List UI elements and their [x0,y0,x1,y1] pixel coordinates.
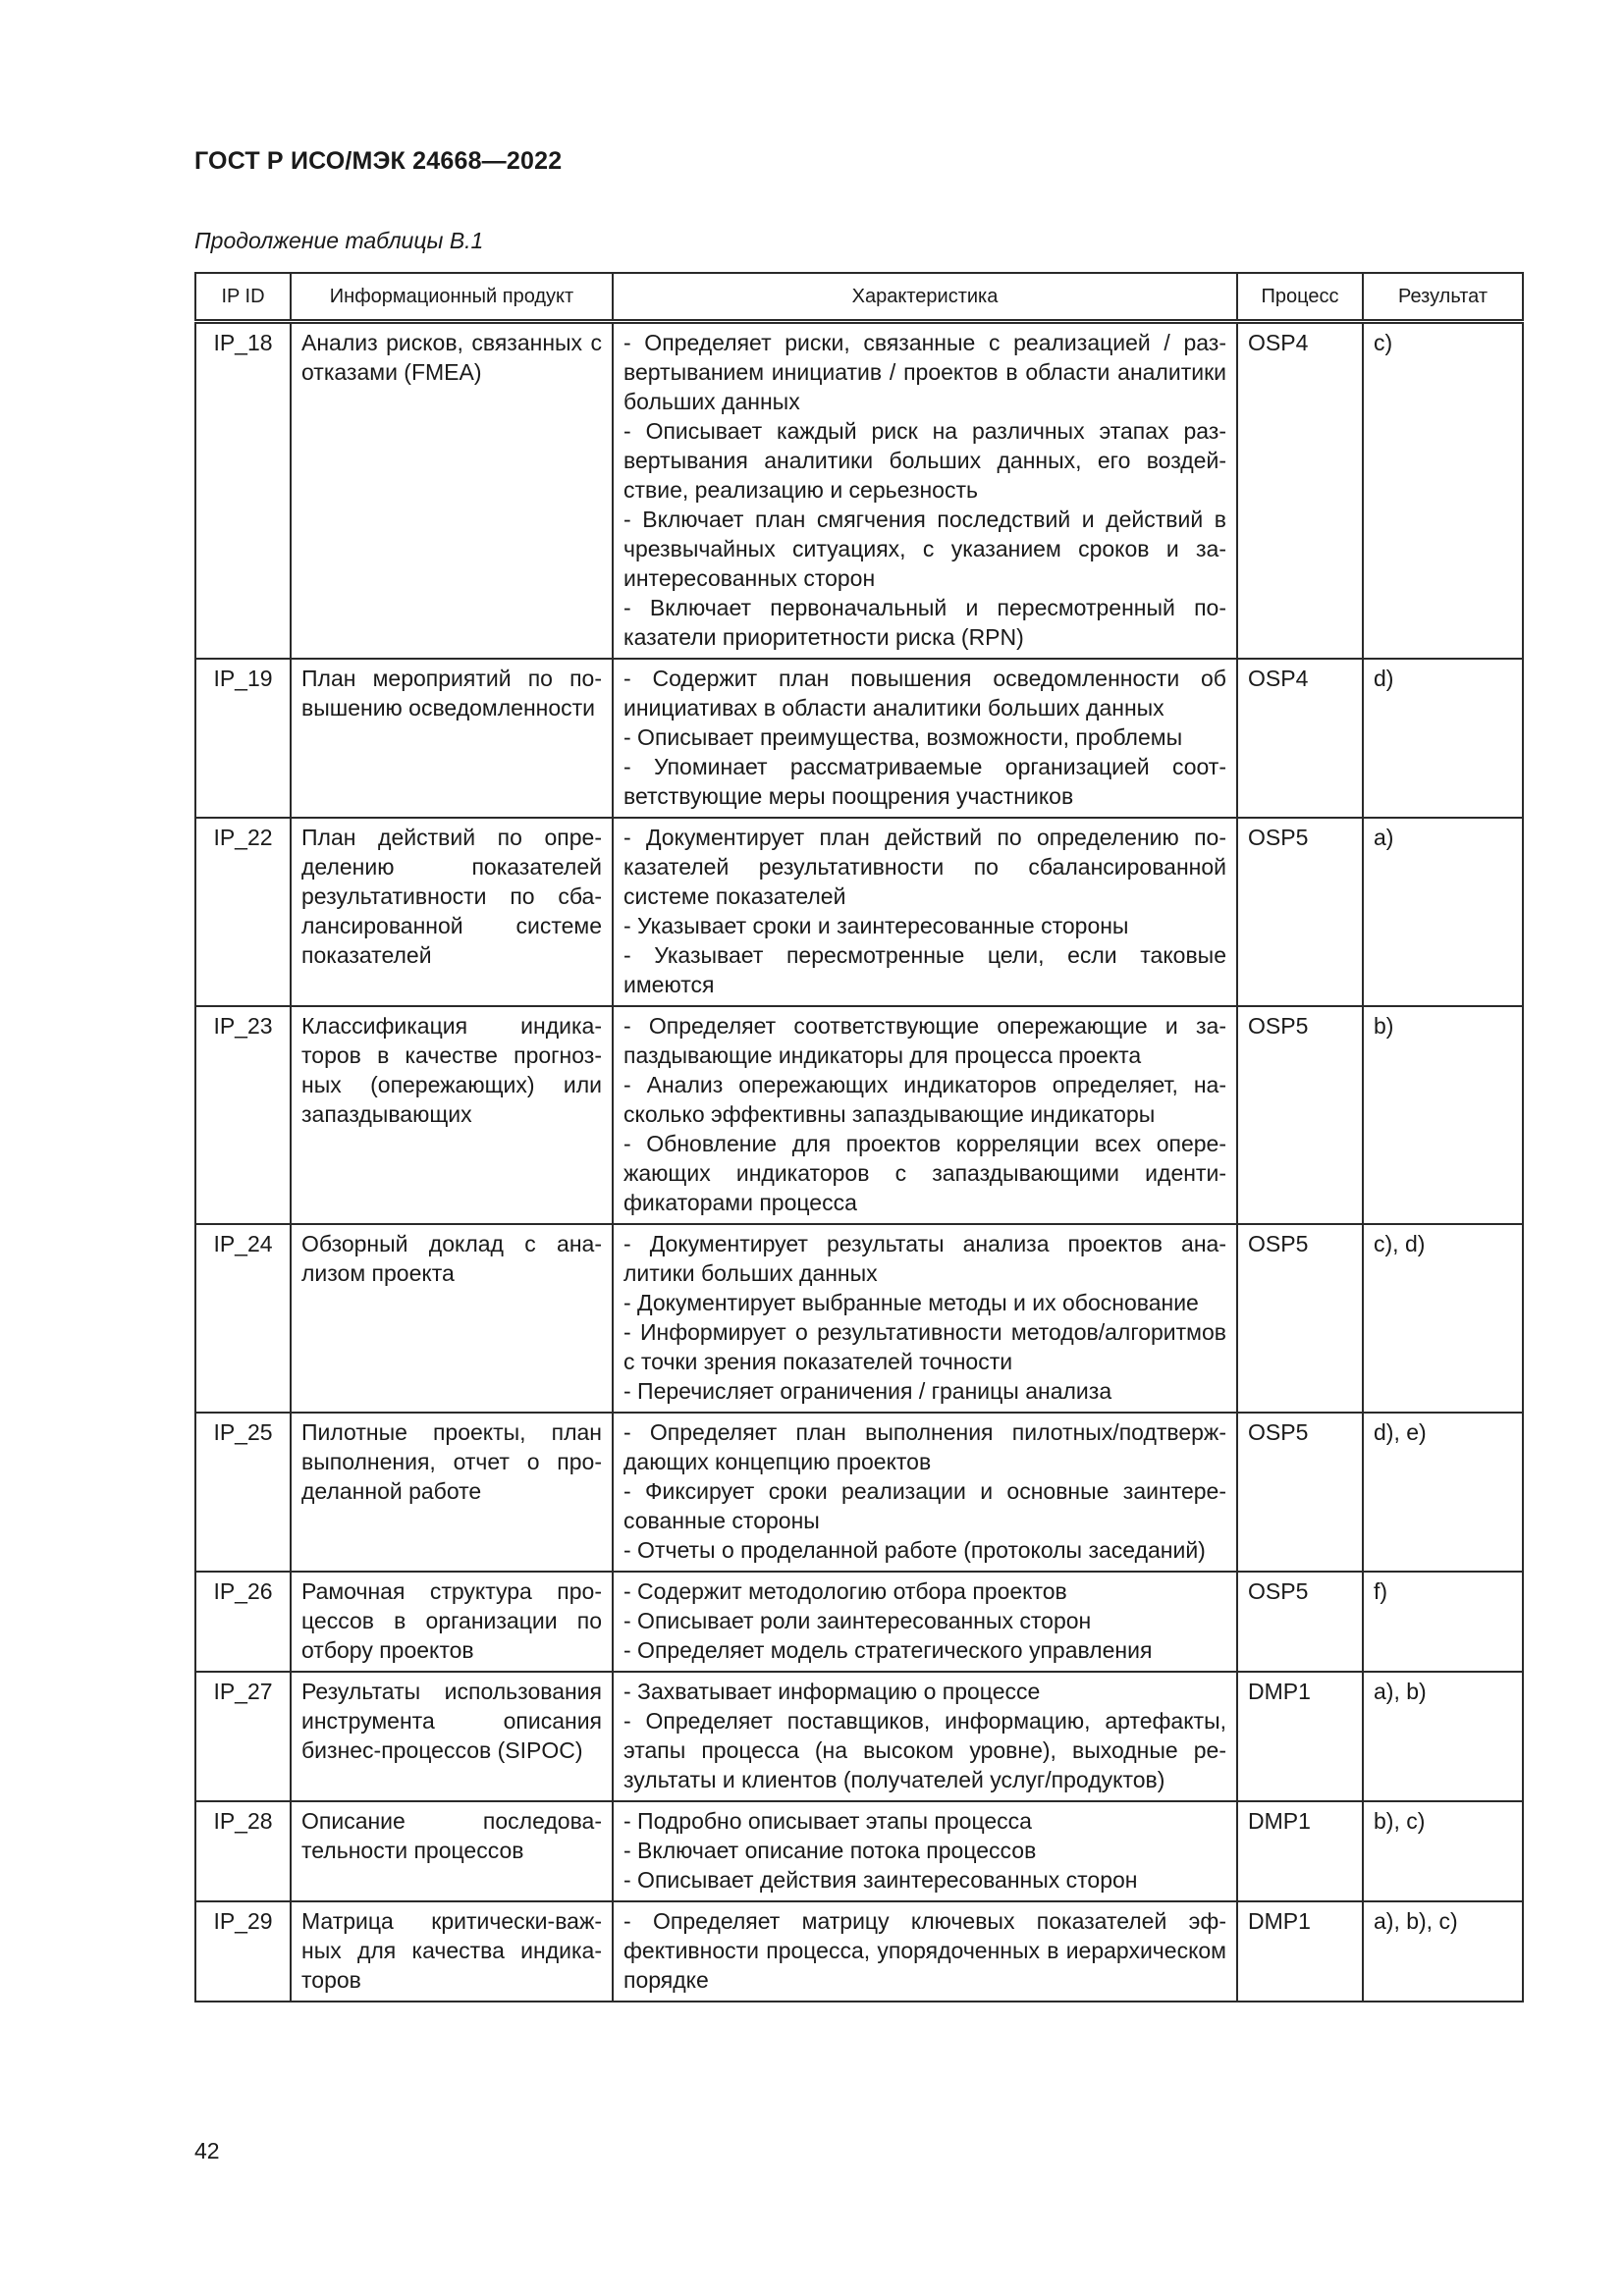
cell-characteristic [613,1672,1237,1801]
cell-result: d) [1363,659,1523,818]
cell-characteristic [613,659,1237,818]
characteristic-item: - Упоминает рассматриваемые организацией соответствующие меры поощрения участников [623,754,1226,809]
table-row [195,1901,1523,2002]
table-body [195,322,1523,2002]
characteristic-item: - Включает первоначальный и пересмотренный показатели приоритетности риска (RPN) [623,595,1226,650]
cell-characteristic [613,322,1237,660]
page-number: 42 [194,2138,220,2163]
table-row [195,659,1523,818]
cell-process: OSP5 [1237,1224,1363,1413]
table-row [195,1224,1523,1413]
characteristic-item: - Обновление для проектов корреляции всех опережающих индикаторов с запаздывающими идентификаторами процесса [623,1131,1226,1215]
table-row [195,322,1523,660]
characteristic-item: - Документирует план действий по определению показателей результативности по сбалансированной системе показателей [623,825,1226,909]
cell-result: f) [1363,1572,1523,1672]
cell-ip-id: IP_22 [195,818,291,1006]
cell-product: Матрица критически-важных для качества индикаторов [291,1901,613,2002]
cell-product: Рамочная структура процессов в организации по отбору проектов [291,1572,613,1672]
cell-process: OSP4 [1237,322,1363,660]
cell-ip-id: IP_29 [195,1901,291,2002]
characteristic-item: - Информирует о результативности методов/алгоритмов с точки зрения показателей точности [623,1319,1226,1374]
requirements-table [194,272,1524,2002]
cell-product: План действий по определению показателей результативности по сбалансированной системе показателей [291,818,613,1006]
cell-characteristic [613,1006,1237,1224]
cell-result: c), d) [1363,1224,1523,1413]
cell-ip-id: IP_18 [195,322,291,660]
characteristic-item: - Описывает каждый риск на различных этапах развертывания аналитики больших данных, его воздействие, реализацию и серьезность [623,418,1226,503]
characteristic-item: - Анализ опережающих индикаторов определяет, насколько эффективны запаздывающие индикаторы [623,1072,1226,1127]
cell-ip-id: IP_23 [195,1006,291,1224]
characteristic-item: - Содержит методологию отбора проектов [623,1578,1067,1604]
cell-product: Классификация индикаторов в качестве прогнозных (опережающих) или запаздывающих [291,1006,613,1224]
cell-ip-id: IP_19 [195,659,291,818]
characteristic-item: - Описывает преимущества, возможности, проблемы [623,724,1183,750]
cell-result: b) [1363,1006,1523,1224]
column-header-process: Процесс [1237,273,1363,322]
column-header-product: Информационный продукт [291,273,613,322]
cell-product: Пилотные проекты, план выполнения, отчет о проделанной работе [291,1413,613,1572]
column-header-ip-id: IP ID [195,273,291,322]
cell-product: Результаты использования инструмента описания бизнес-процессов (SIPOC) [291,1672,613,1801]
cell-product: Описание последовательности процессов [291,1801,613,1901]
table-caption: Продолжение таблицы В.1 [194,228,484,253]
cell-product: Анализ рисков, связанных с отказами (FMEA) [291,322,613,660]
cell-result: a) [1363,818,1523,1006]
table-row [195,1672,1523,1801]
cell-result: a), b) [1363,1672,1523,1801]
cell-characteristic [613,818,1237,1006]
characteristic-item: - Определяет план выполнения пилотных/подтверждающих концепцию проектов [623,1419,1226,1474]
cell-characteristic [613,1224,1237,1413]
cell-characteristic [613,1901,1237,2002]
characteristic-item: - Подробно описывает этапы процесса [623,1808,1032,1834]
cell-process: DMP1 [1237,1901,1363,2002]
cell-characteristic [613,1413,1237,1572]
cell-characteristic [613,1572,1237,1672]
table-row [195,1801,1523,1901]
characteristic-item: - Определяет модель стратегического управления [623,1637,1153,1663]
cell-result: a), b), c) [1363,1901,1523,2002]
characteristic-item: - Указывает сроки и заинтересованные стороны [623,913,1129,938]
table-row [195,1006,1523,1224]
characteristic-item: - Определяет матрицу ключевых показателей эффективности процесса, упорядоченных в иерархическом порядке [623,1908,1226,1993]
characteristic-item: - Документирует выбранные методы и их обоснование [623,1290,1199,1315]
cell-ip-id: IP_25 [195,1413,291,1572]
characteristic-item: - Описывает действия заинтересованных сторон [623,1867,1138,1893]
cell-ip-id: IP_28 [195,1801,291,1901]
cell-result: d), e) [1363,1413,1523,1572]
characteristic-item: - Описывает роли заинтересованных сторон [623,1608,1092,1633]
cell-product: План мероприятий по повышению осведомленности [291,659,613,818]
cell-product: Обзорный доклад с анализом проекта [291,1224,613,1413]
characteristic-item: - Определяет риски, связанные с реализацией / развертыванием инициатив / проектов в области аналитики больших данных [623,330,1226,414]
cell-process: OSP5 [1237,1006,1363,1224]
characteristic-item: - Захватывает информацию о процессе [623,1679,1041,1704]
cell-process: OSP4 [1237,659,1363,818]
table-row [195,1413,1523,1572]
cell-ip-id: IP_24 [195,1224,291,1413]
characteristic-item: - Документирует результаты анализа проектов аналитики больших данных [623,1231,1226,1286]
column-header-characteristic: Характеристика [613,273,1237,322]
cell-process: OSP5 [1237,1572,1363,1672]
characteristic-item: - Указывает пересмотренные цели, если таковые имеются [623,942,1226,997]
table-row [195,818,1523,1006]
characteristic-item: - Включает описание потока процессов [623,1838,1037,1863]
characteristic-item: - Отчеты о проделанной работе (протоколы заседаний) [623,1537,1206,1563]
cell-result: b), c) [1363,1801,1523,1901]
table-header-row [195,273,1523,322]
characteristic-item: - Определяет соответствующие опережающие и запаздывающие индикаторы для процесса проекта [623,1013,1226,1068]
characteristic-item: - Перечисляет ограничения / границы анализа [623,1378,1112,1404]
cell-characteristic [613,1801,1237,1901]
cell-process: OSP5 [1237,1413,1363,1572]
table-row [195,1572,1523,1672]
characteristic-item: - Включает план смягчения последствий и действий в чрезвычайных ситуациях, с указанием сроков и заинтересованных сторон [623,507,1226,591]
document-title: ГОСТ Р ИСО/МЭК 24668—2022 [194,147,563,175]
cell-ip-id: IP_27 [195,1672,291,1801]
characteristic-item: - Содержит план повышения осведомленности об инициативах в области аналитики больших данных [623,666,1226,721]
column-header-result: Результат [1363,273,1523,322]
characteristic-item: - Фиксирует сроки реализации и основные заинтересованные стороны [623,1478,1226,1533]
cell-process: OSP5 [1237,818,1363,1006]
characteristic-item: - Определяет поставщиков, информацию, артефакты, этапы процесса (на высоком уровне), выходные результаты и клиентов (получателей услуг/продуктов) [623,1708,1226,1792]
cell-result: c) [1363,322,1523,660]
cell-process: DMP1 [1237,1801,1363,1901]
cell-process: DMP1 [1237,1672,1363,1801]
cell-ip-id: IP_26 [195,1572,291,1672]
